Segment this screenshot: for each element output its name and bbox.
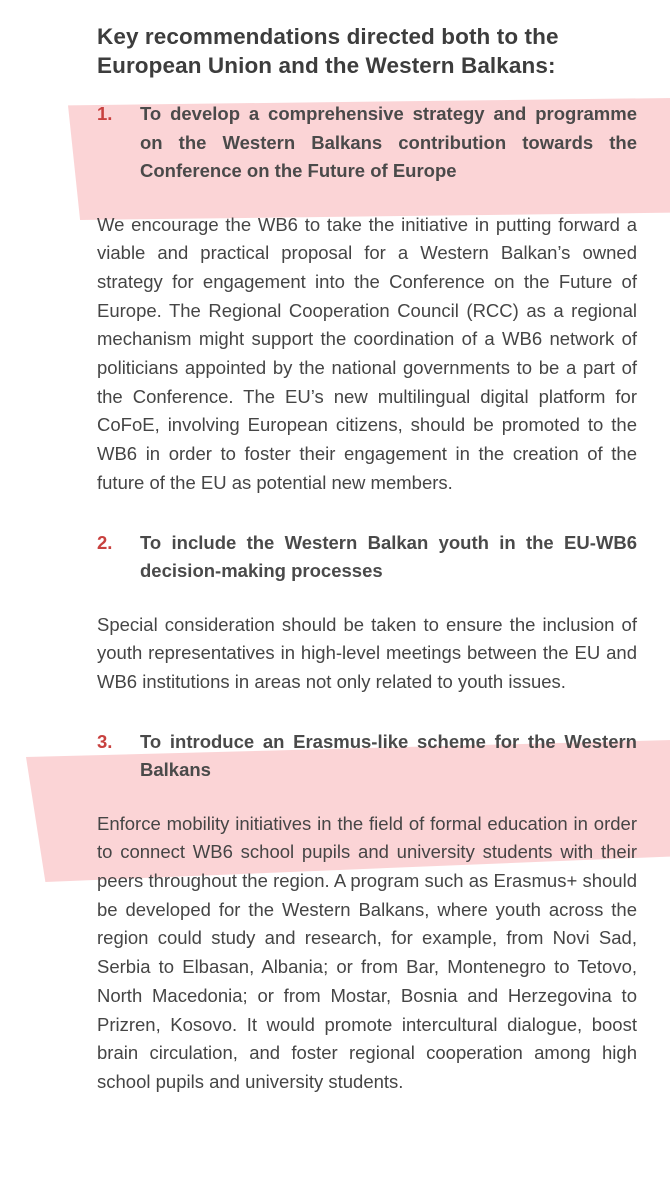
recommendation-number: 3.	[97, 730, 113, 752]
recommendation-title-text: To introduce an Erasmus-like scheme for the Western Balkans	[140, 730, 637, 781]
section-heading: Key recommendations directed both to the European Union and the Western Balkans:	[97, 24, 559, 78]
document-page	[97, 22, 637, 1097]
recommendation-1-title	[97, 100, 637, 186]
recommendation-title-text: To include the Western Balkan youth in the EU-WB6 decision-making processes	[140, 531, 637, 582]
recommendation-3-title	[97, 728, 637, 785]
recommendation-1-body: We encourage the WB6 to take the initiative in putting forward a viable and practical proposal for a Western Balkan’s owned strategy for engagement into the Conference on the Future of Europe. The Regional Cooperation Council (RCC) as a regional mechanism might support the coordination of a WB6 network of politicians appointed by the national governments to be a part of the Conference. The EU’s new multilingual digital platform for CoFoE, involving European citizens, should be promoted to the WB6 in order to foster their engagement in the creation of the future of the EU as potential new members.	[97, 213, 637, 493]
recommendation-number: 1.	[97, 103, 113, 124]
recommendation-3-body: Enforce mobility initiatives in the field of formal education in order to connect WB6 school pupils and university students with their peers throughout the region. A program such as Erasmus+ should be developed for the Western Balkans, where youth across the region could study and research, for example, from Novi Sad, Serbia to Elbasan, Albania; or from Bar, Montenegro to Tetovo, North Macedonia; or from Mostar, Bosnia and Herzegovina to Prizren, Kosovo. It would promote intercultural dialogue, boost brain circulation, and foster regional cooperation among high school pupils and university students.	[97, 812, 637, 1092]
recommendation-number: 2.	[97, 531, 113, 553]
recommendation-2-body: Special consideration should be taken to ensure the inclusion of youth representatives in high-level meetings between the EU and WB6 institutions in areas not only related to youth issues.	[97, 613, 637, 692]
recommendation-2-title	[97, 529, 637, 586]
recommendation-title-text: To develop a comprehensive strategy and programme on the Western Balkans contribution towards the Conference on the Future of Europe	[140, 103, 637, 181]
